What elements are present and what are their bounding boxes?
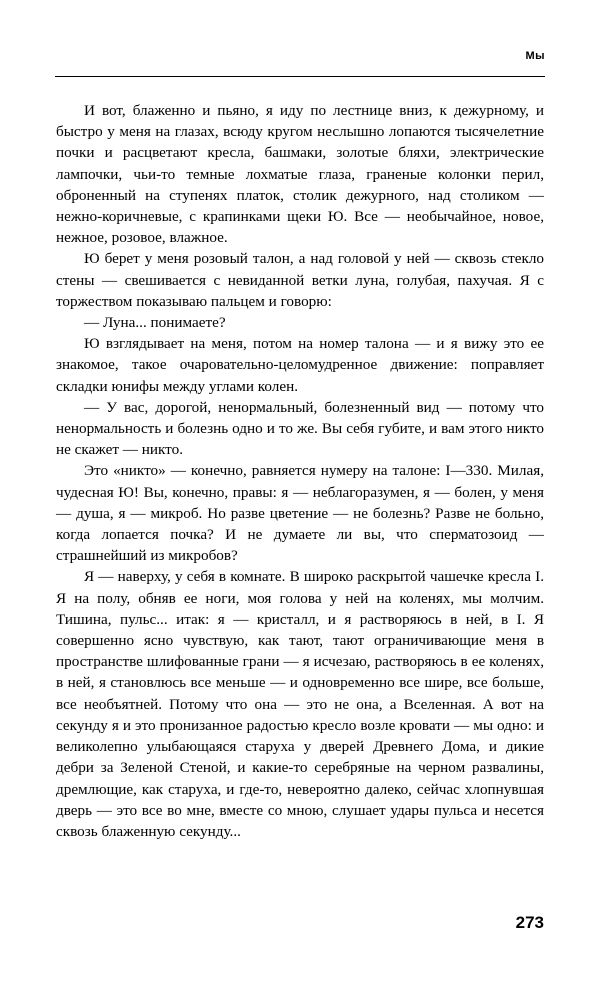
paragraph: Ю взглядывает на меня, потом на номер талона — и я вижу это ее знакомое, такое очаровательно-целомудренное движение: поправляет складки юнифы между углами колен.	[56, 335, 544, 395]
paragraph: И вот, блаженно и пьяно, я иду по лестнице вниз, к дежурному, и быстро у меня на глазах, всюду кругом неслышно лопаются тысячелетние почки и расцветают кресла, башмаки, золотые бляхи, электрические лампочки, чьи-то темные лохматые глаза, граненые колонки перил, оброненный на ступенях платок, столик дежурного, над столиком — нежно-коричневые, с крапинками щеки Ю. Все — необычайное, новое, нежное, розовое, влажное.	[56, 102, 544, 247]
paragraph: Это «никто» — конечно, равняется нумеру на талоне: I—330. Милая, чудесная Ю! Вы, конечно, правы: я — неблагоразумен, я — болен, у меня — душа, я — микроб. Но разве цветение — не болезнь? Разве не больно, когда лопается почка? И не думаете ли вы, что сперматозоид — страшнейший из микробов?	[56, 462, 544, 565]
header-rule	[55, 76, 545, 77]
page-number: 273	[515, 913, 544, 932]
paragraph: — У вас, дорогой, ненормальный, болезненный вид — потому что ненормальность и болезнь одно и то же. Вы себя губите, и вам этого никто не скажет — никто.	[56, 398, 544, 459]
paragraph: — Луна... понимаете?	[84, 314, 226, 332]
paragraph: Я — наверху, у себя в комнате. В широко раскрытой чашечке кресла I. Я на полу, обняв ее ноги, моя голова у ней на коленях, мы молчим. Тишина, пульс... итак: я — кристалл, и я растворяюсь в ней, в I. Я совершенно ясно чувствую, как тают, тают ограничивающие меня в пространстве шлифованные грани — я исчезаю, растворяюсь в ее коленях, в ней, я становлюсь все меньше — и одновременно все шире, все больше, все необъятней. Потому что она — это не она, а Вселенная. А вот на секунду я и это пронизанное радостью кресло возле кровати — мы одно: и великолепно улыбающаяся старуха у дверей Древнего Дома, и дикие дебри за Зеленой Стеной, и какие-то серебряные на черном развалины, дремлющие, как старуха, и где-то, невероятно далеко, сейчас хлопнувшая дверь — это все во мне, вместе со мною, слушает удары пульса и несется сквозь блаженную секунду...	[56, 568, 544, 840]
running-header: Мы	[525, 50, 545, 62]
page-body	[56, 100, 544, 842]
paragraph: Ю берет у меня розовый талон, а над головой у ней — сквозь стекло стены — свешивается с невиданной ветки луна, голубая, пахучая. Я с торжеством показываю пальцем и говорю:	[56, 250, 544, 310]
